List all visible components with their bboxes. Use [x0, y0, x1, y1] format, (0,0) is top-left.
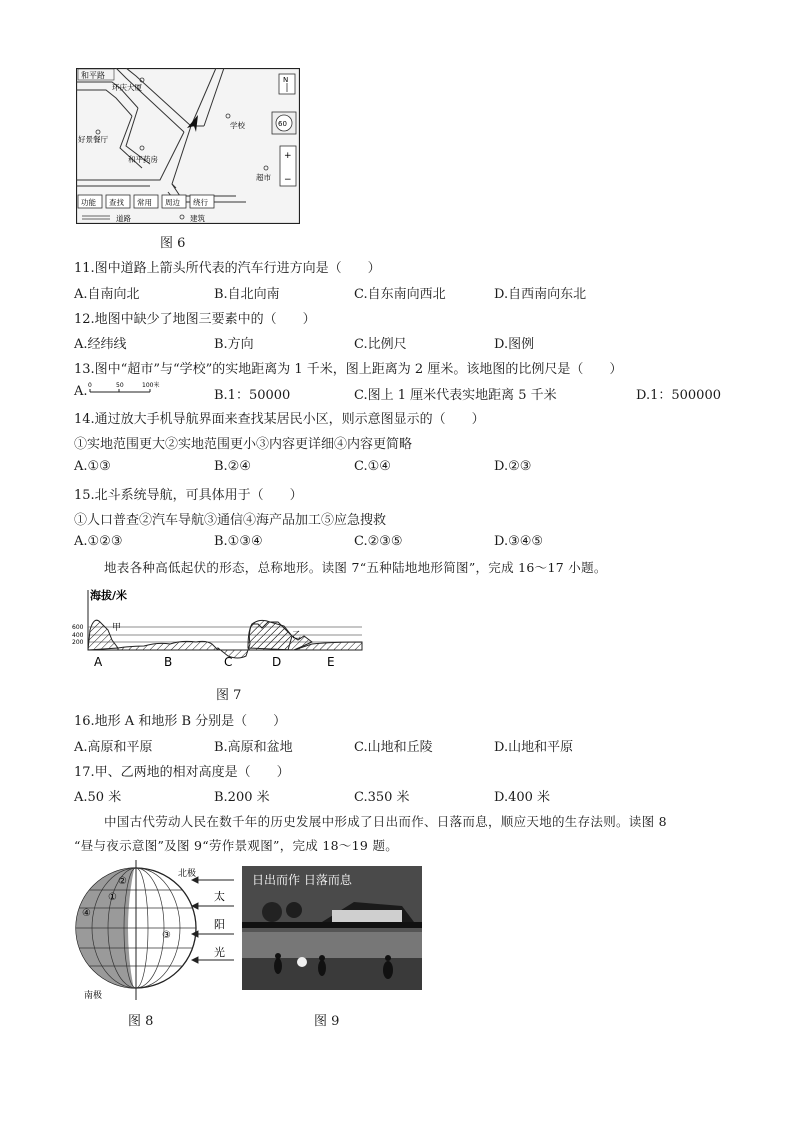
- svg-text:600: 600: [72, 624, 84, 631]
- figure-7-terrain-profile: [72, 586, 368, 672]
- q11-option-d[interactable]: D.自西南向东北: [494, 287, 587, 302]
- q15-option-c[interactable]: C.②③⑤: [354, 534, 403, 549]
- question-12-stem: 12.地图中缺少了地图三要素中的（ ）: [74, 312, 316, 327]
- svg-text:50: 50: [116, 382, 124, 389]
- svg-text:200: 200: [72, 639, 84, 646]
- svg-text:C: C: [224, 655, 233, 669]
- q15-option-d[interactable]: D.③④⑤: [494, 534, 544, 549]
- svg-text:③: ③: [162, 930, 171, 941]
- svg-text:N: N: [283, 76, 289, 84]
- figure-7-caption: 图 7: [216, 688, 242, 703]
- svg-text:和平药房: 和平药房: [128, 155, 158, 164]
- svg-text:功能: 功能: [81, 198, 96, 207]
- question-14-stem: 14.通过放大手机导航界面来查找某居民小区，则示意图显示的（ ）: [74, 412, 485, 427]
- svg-text:好景餐厅: 好景餐厅: [78, 135, 108, 144]
- q11-option-a[interactable]: A.自南向北: [74, 287, 140, 302]
- question-13-stem: 13.图中“超市”与“学校”的实地距离为 1 千米，图上距离为 2 厘米。该地图的比例尺是（ ）: [74, 362, 623, 377]
- svg-text:周边: 周边: [165, 198, 180, 207]
- q12-option-c[interactable]: C.比例尺: [354, 337, 407, 352]
- svg-text:南极: 南极: [84, 991, 103, 1000]
- svg-text:环庆大厦: 环庆大厦: [112, 83, 142, 92]
- svg-text:建筑: 建筑: [190, 214, 205, 223]
- q14-option-c[interactable]: C.①④: [354, 459, 391, 474]
- q15-option-b[interactable]: B.①③④: [214, 534, 263, 549]
- q11-option-c[interactable]: C.自东南向西北: [354, 287, 446, 302]
- scale-bar: [88, 380, 168, 398]
- q12-option-b[interactable]: B.方向: [214, 337, 254, 352]
- passage-intro-18-19-line2: “昼与夜示意图”及图 9“劳作景观图”，完成 18～19 题。: [74, 838, 399, 853]
- figure-6-caption: 图 6: [160, 236, 186, 251]
- q13-option-a[interactable]: [74, 382, 160, 399]
- svg-text:乙: 乙: [292, 631, 302, 641]
- q16-option-c[interactable]: C.山地和丘陵: [354, 740, 433, 755]
- svg-text:道路: 道路: [116, 214, 131, 223]
- figure-8-day-night: [74, 860, 238, 1000]
- svg-text:常用: 常用: [137, 198, 152, 207]
- svg-text:400: 400: [72, 632, 84, 639]
- passage-intro-18-19-line1: 中国古代劳动人民在数千年的历史发展中形成了日出而作、日落而息，顺应天地的生存法则。读图 8: [104, 814, 667, 829]
- question-11-stem: 11.图中道路上箭头所代表的汽车行进方向是（ ）: [74, 261, 381, 276]
- svg-text:太: 太: [214, 890, 225, 903]
- question-14-choices: ①实地范围更大②实地范围更小③内容更详细④内容更简略: [74, 437, 413, 452]
- q16-option-a[interactable]: A.高原和平原: [74, 740, 153, 755]
- figure-9-caption: 图 9: [314, 1014, 340, 1029]
- question-15-choices: ①人口普查②汽车导航③通信④海产品加工⑤应急搜救: [74, 513, 387, 528]
- q14-option-a[interactable]: A.①③: [74, 459, 111, 474]
- figure-9-labor-scene: [242, 866, 422, 990]
- svg-text:阳: 阳: [214, 918, 225, 931]
- question-16-stem: 16.地形 A 和地形 B 分别是（ ）: [74, 714, 287, 729]
- svg-text:②: ②: [118, 876, 127, 887]
- svg-text:海拔/米: 海拔/米: [90, 589, 128, 602]
- q16-option-d[interactable]: D.山地和平原: [494, 740, 574, 755]
- q14-option-d[interactable]: D.②③: [494, 459, 532, 474]
- q13-option-d[interactable]: D.1：500000: [636, 388, 721, 403]
- svg-text:光: 光: [214, 946, 225, 959]
- figure-8-caption: 图 8: [128, 1014, 154, 1029]
- svg-text:A: A: [94, 655, 103, 669]
- fig6-toolbar: [78, 195, 214, 208]
- question-17-stem: 17.甲、乙两地的相对高度是（ ）: [74, 765, 290, 780]
- q13-option-a-prefix: A.: [74, 384, 88, 399]
- q12-option-d[interactable]: D.图例: [494, 337, 535, 352]
- svg-text:E: E: [327, 655, 335, 669]
- q11-option-b[interactable]: B.自北向南: [214, 287, 280, 302]
- q13-option-b[interactable]: B.1：50000: [214, 388, 291, 403]
- svg-text:日出而作 日落而息: 日出而作 日落而息: [252, 873, 352, 887]
- q16-option-b[interactable]: B.高原和盆地: [214, 740, 293, 755]
- figure-6-map: [76, 68, 300, 224]
- svg-text:和平路: 和平路: [81, 71, 105, 80]
- figure-6-svg: [76, 68, 300, 224]
- svg-text:查找: 查找: [109, 198, 124, 207]
- svg-text:①: ①: [108, 892, 117, 903]
- q12-option-a[interactable]: A.经纬线: [74, 337, 127, 352]
- svg-text:学校: 学校: [230, 121, 245, 130]
- passage-intro-16-17: 地表各种高低起伏的形态，总称地形。读图 7“五种陆地地形简图”，完成 16～17 小题。: [104, 560, 607, 575]
- svg-text:100米: 100米: [142, 382, 160, 389]
- q17-option-a[interactable]: A.50 米: [74, 790, 122, 805]
- q17-option-b[interactable]: B.200 米: [214, 790, 270, 805]
- question-15-stem: 15.北斗系统导航，可具体用于（ ）: [74, 488, 303, 503]
- q15-option-a[interactable]: A.①②③: [74, 534, 123, 549]
- svg-text:B: B: [164, 655, 173, 669]
- q17-option-c[interactable]: C.350 米: [354, 790, 410, 805]
- svg-text:北极: 北极: [178, 869, 197, 879]
- svg-text:④: ④: [82, 908, 91, 919]
- svg-text:甲: 甲: [112, 623, 122, 633]
- q17-option-d[interactable]: D.400 米: [494, 790, 551, 805]
- svg-text:60: 60: [278, 120, 287, 128]
- q13-option-c[interactable]: C.图上 1 厘米代表实地距离 5 千米: [354, 388, 557, 403]
- svg-text:超市: 超市: [256, 173, 271, 182]
- q14-option-b[interactable]: B.②④: [214, 459, 251, 474]
- svg-text:D: D: [272, 655, 282, 669]
- svg-text:+: +: [284, 151, 292, 161]
- svg-text:0: 0: [88, 382, 92, 389]
- svg-text:绕行: 绕行: [193, 198, 208, 207]
- svg-text:−: −: [284, 175, 292, 185]
